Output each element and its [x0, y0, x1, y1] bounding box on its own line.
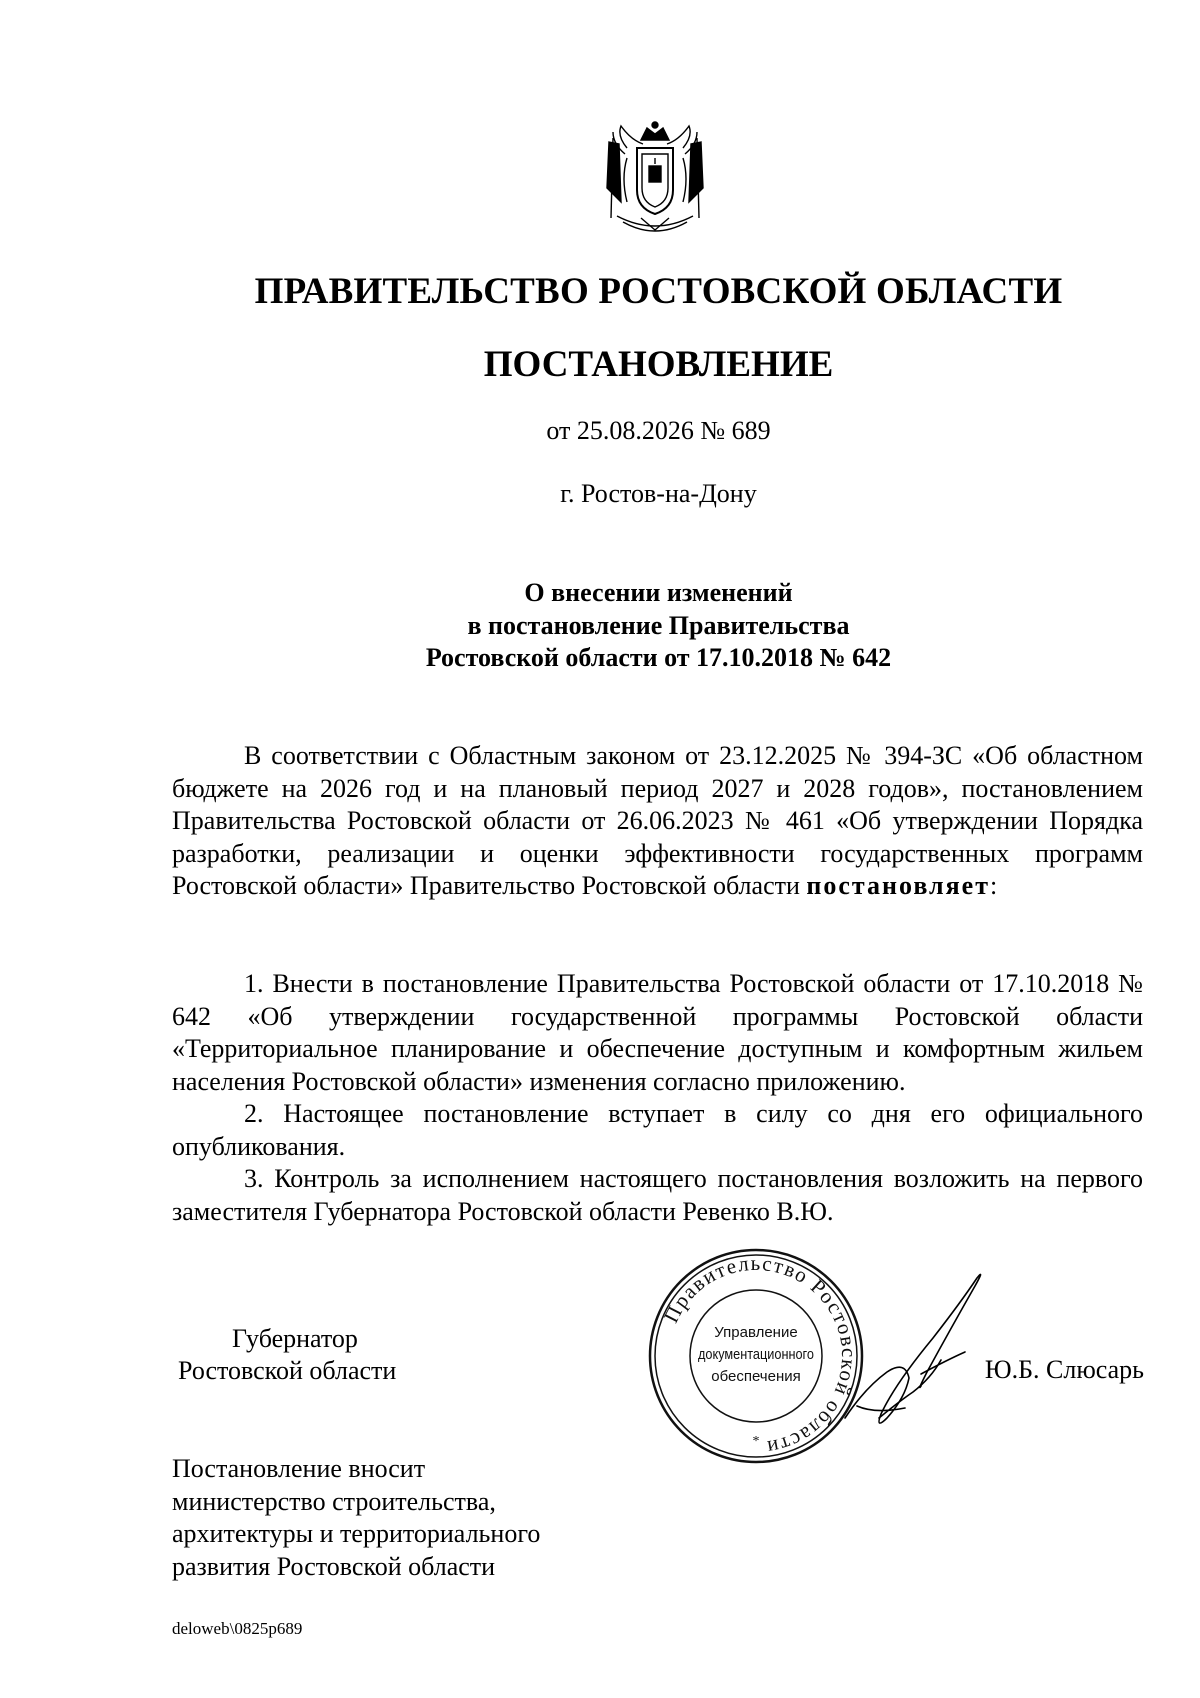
- subject-line: О внесении изменений: [524, 578, 793, 607]
- resolution-item: 2. Настоящее постановление вступает в силу со дня его официального опубликования.: [172, 1099, 1143, 1161]
- submitted-by-line: архитектуры и территориального: [172, 1519, 541, 1548]
- submitted-by-line: развития Ростовской области: [172, 1551, 496, 1581]
- seal-inner-line: обеспечения: [711, 1368, 801, 1385]
- signatory-name: Ю.Б. Слюсарь: [984, 1355, 1144, 1384]
- submitted-by-line: Постановление вносит: [172, 1454, 426, 1483]
- preamble-text: В соответствии с Областным законом от 23.12.2025 № 394-ЗС «Об областном бюджете на 2026 год и на плановый период 2027 и 2028 годов», постановлением Правительства Ростовской области от 26.06.2023 № 461 «Об утверждении Порядка разработки, реализации и оценки эффективности государственных программ Ростовской области» Правительство Ростовской области: [172, 741, 1143, 900]
- official-seal-stamp: [645, 1245, 867, 1467]
- subject-line: в постановление Правительства: [467, 610, 850, 640]
- handwritten-signature: [835, 1268, 995, 1443]
- svg-text:*: *: [752, 1434, 760, 1449]
- preamble-colon: :: [990, 871, 998, 900]
- rostov-oblast-coat-of-arms-icon: [597, 118, 713, 240]
- seal-inner-line: Управление: [714, 1324, 798, 1341]
- signatory-title-region: Ростовской области: [178, 1356, 397, 1385]
- resolution-item: 3. Контроль за исполнением настоящего постановления возложить на первого заместителя Губернатора Ростовской области Ревенко В.Ю.: [172, 1164, 1143, 1226]
- document-type: ПОСТАНОВЛЕНИЕ: [483, 344, 834, 385]
- document-subject: [0, 577, 1200, 675]
- resolution-item: 1. Внести в постановление Правительства Ростовской области от 17.10.2018 № 642 «Об утверждении государственной программы Ростовской области «Территориальное планирование и обеспечение доступным и комфортным жильем населения Ростовской области» изменения согласно приложению.: [172, 969, 1143, 1096]
- document-place: г. Ростов-на-Дону: [560, 479, 757, 508]
- submitted-by-line: министерство строительства,: [172, 1486, 496, 1516]
- document-date-number: от 25.08.2026 № 689: [546, 416, 771, 445]
- seal-outer-text: Правительство Ростовской области: [658, 1250, 862, 1461]
- preamble-paragraph: [172, 740, 1143, 903]
- signatory-title: Губернатор: [232, 1324, 358, 1353]
- file-reference: deloweb\0825p689: [172, 1619, 303, 1638]
- seal-inner-line: документационного: [698, 1346, 814, 1363]
- organization-title: ПРАВИТЕЛЬСТВО РОСТОВСКОЙ ОБЛАСТИ: [254, 271, 1063, 312]
- resolution-items: [172, 968, 1143, 1228]
- resolves-keyword: постановляет: [806, 871, 990, 900]
- submitted-by-note: [172, 1453, 540, 1583]
- subject-line: Ростовской области от 17.10.2018 № 642: [425, 643, 892, 672]
